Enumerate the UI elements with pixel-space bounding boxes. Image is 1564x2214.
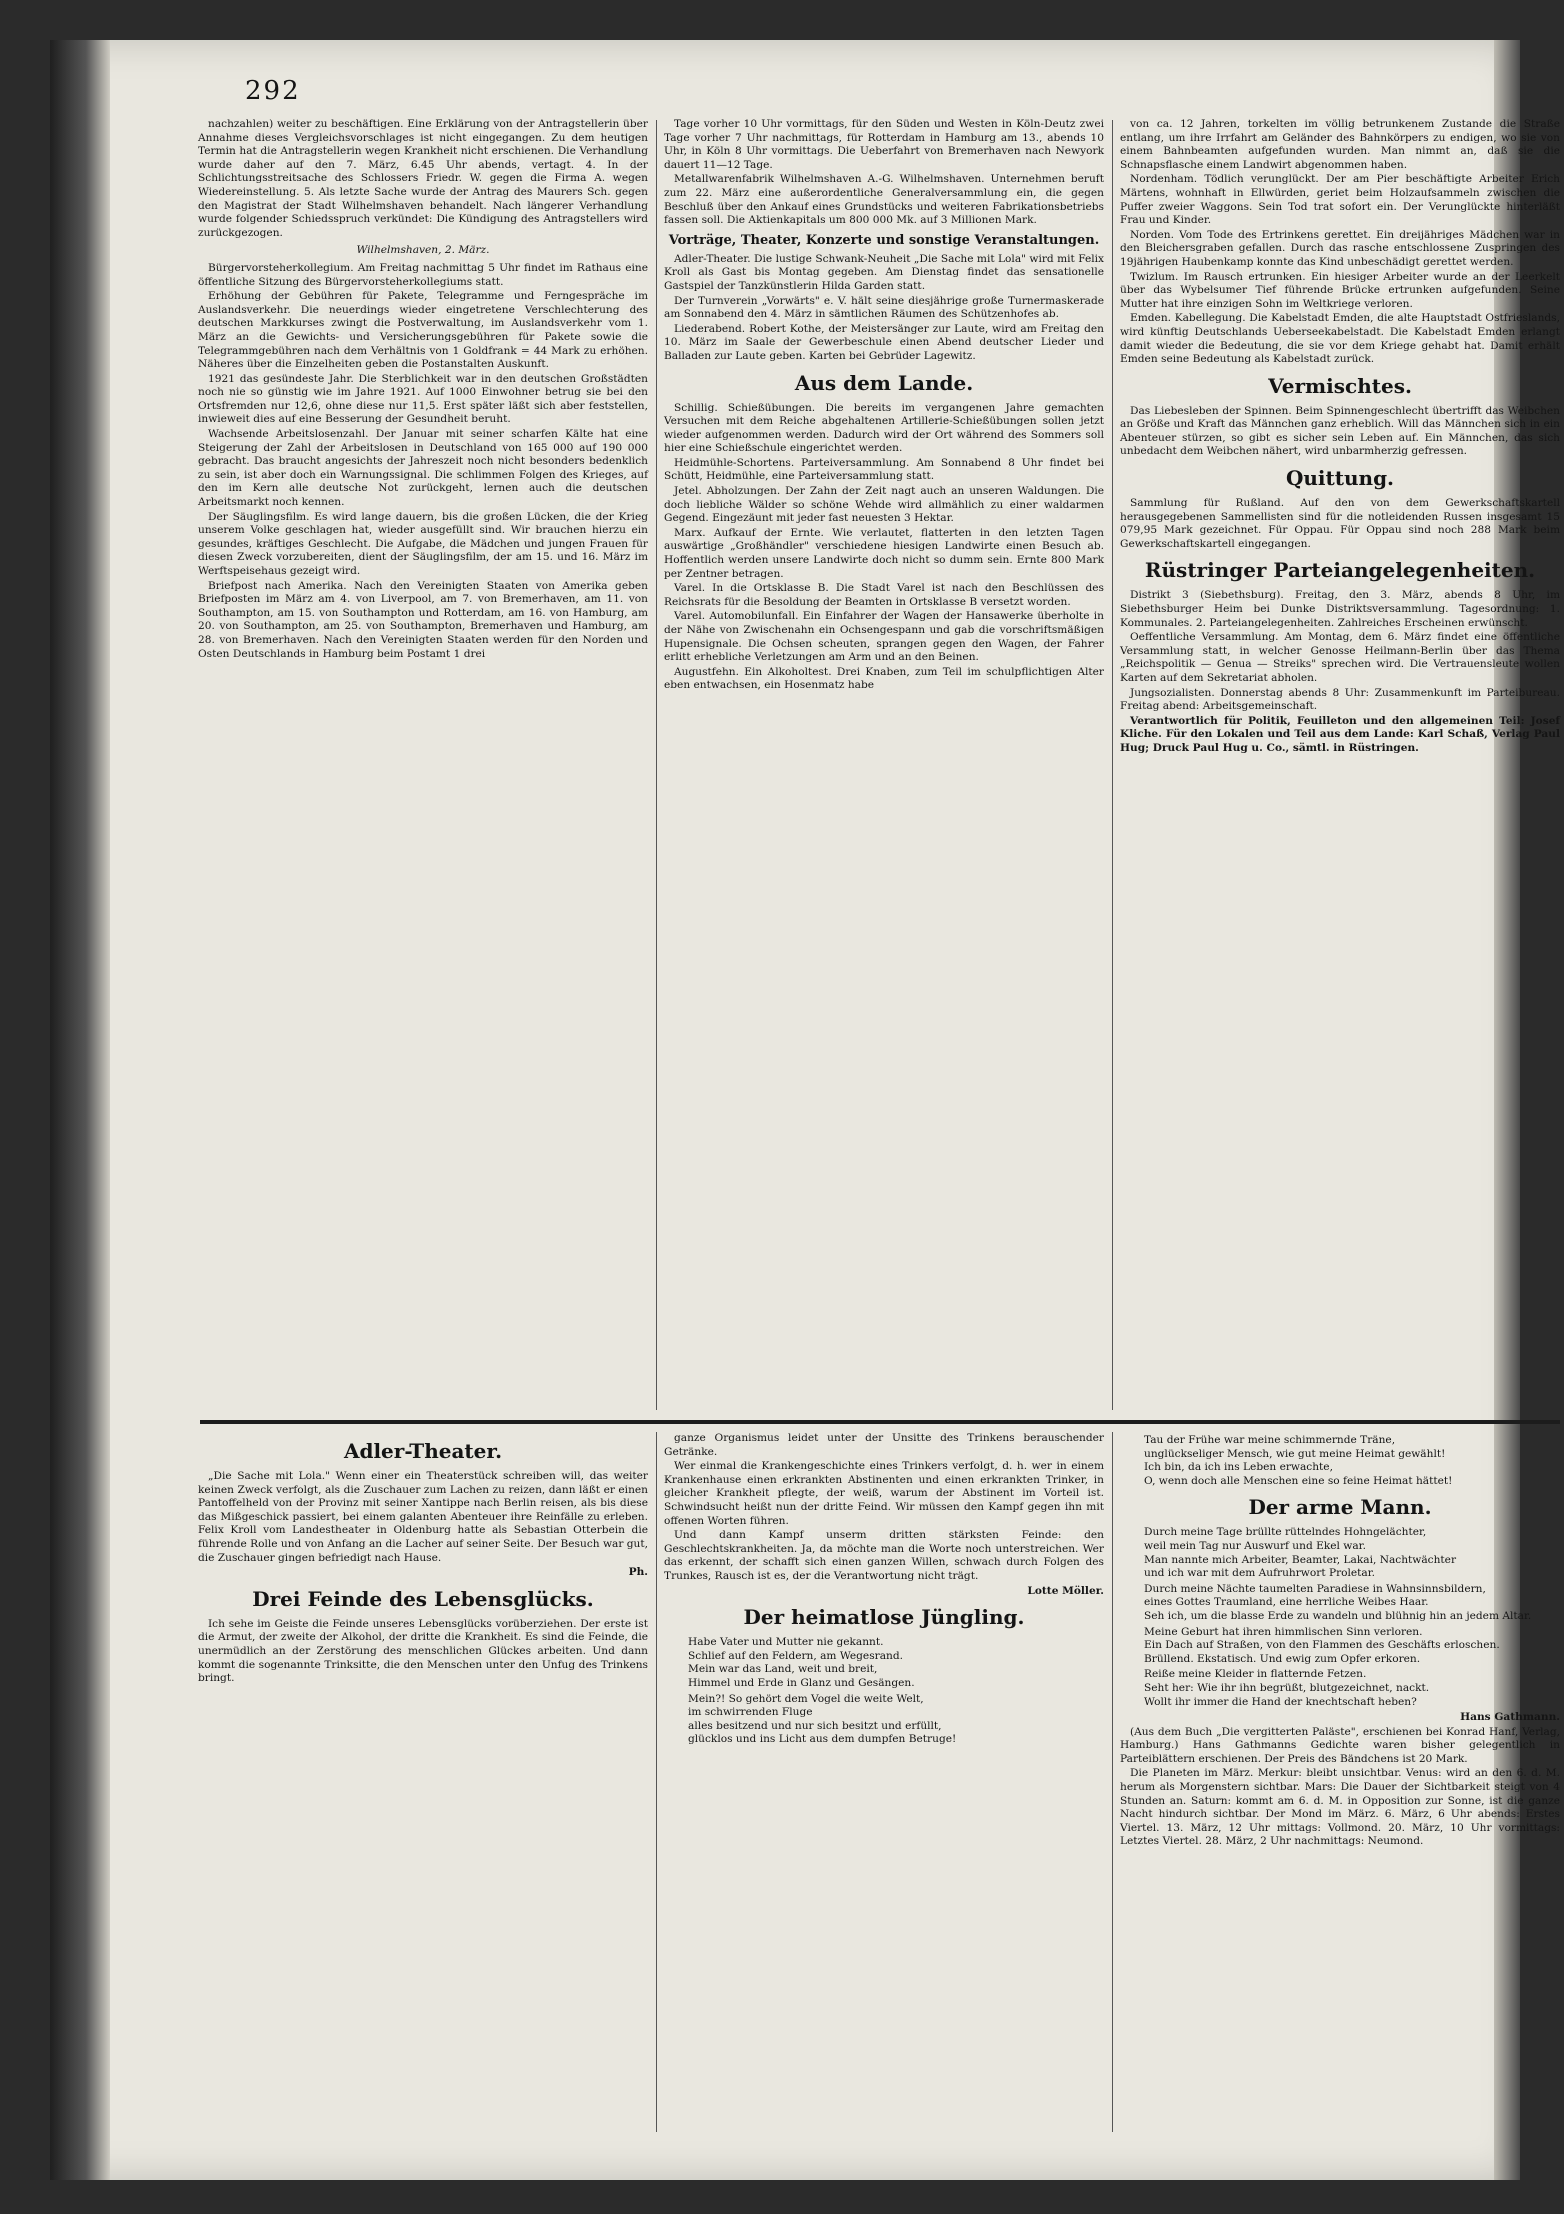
- article-text: Bürgervorsteherkollegium. Am Freitag nachmittag 5 Uhr findet im Rathaus eine öffentliche Sitzung des Bürgervorsteherkollegiums statt.: [198, 261, 648, 288]
- article-text: von ca. 12 Jahren, torkelten im völlig betrunkenem Zustande die Straße entlang, um ihre Irrfahrt am Geländer des Bahnkörpers zu endigen, wo sie von einem Bahnbeamten aufgefunden wurden. Man nimmt an, daß sie die Schnapsflasche einem Landwirt abgenommen haben.: [1120, 118, 1560, 171]
- poem-stanza: Durch meine Tage brüllte rüttelndes Hohngelächter, weil mein Tag nur Auswurf und Ekel war. Man nannte mich Arbeiter, Beamter, Lakai, Nachtwächter und ich war mit dem Aufruhrwort Proletar.: [1144, 1526, 1457, 1580]
- article-text: Wer einmal die Krankengeschichte eines Trinkers verfolgt, d. h. wer in einem Krankenhause einen erkrankten Abstinenten und einen erkrankten Trinker, in gleicher Krankheit pflegte, der weiß, warum der Abstinent im Vorteil ist. Schwindsucht heißt nun der dritte Feind. Wir müssen den Kampf gegen ihn mit offenen Worten führen.: [664, 1460, 1104, 1527]
- article-text: nachzahlen) weiter zu beschäftigen. Eine Erklärung von der Antragstellerin über Annahme dieses Vergleichsvorschlages ist nicht eingegangen. Zu dem heutigen Termin hat die Antragstellerin wegen Krankheit nicht erschienen. Die Verhandlung wurde daher auf den 7. März, 6.45 Uhr abends, vertagt. 4. In der Schlichtungsstreitsache des Schlossers Friedr. W. gegen die Firma A. wegen Wiedereinstellung. 5. Als letzte Sache wurde der Antrag des Maurers Sch. gegen den Magistrat der Stadt Wilhelmshaven behandelt. Nach längerer Verhandlung wurde folgender Schiedsspruch verkündet: Die Kündigung des Antragstellers wird zurückgezogen.: [198, 118, 648, 239]
- article-text: Marx. Aufkauf der Ernte. Wie verlautet, flatterten in den letzten Tagen auswärtige „Großhändler" verschiedene hiesigen Landwirte einen Besuch ab. Hoffentlich werden unsere Landwirte doch nicht so dumm sein. Ernte 800 Mark per Zentner betragen.: [664, 526, 1104, 580]
- article-text: Jetel. Abholzungen. Der Zahn der Zeit nagt auch an unseren Waldungen. Die doch liebliche Wälder so schöne Wehde wird allmählich zu einer waldarmen Gegend. Eingezäunt mit jeder fast neuesten 3 Hektar.: [664, 485, 1104, 525]
- article-text: Varel. In die Ortsklasse B. Die Stadt Varel ist nach den Beschlüssen des Reichsrats für die Besoldung der Beamten in Ortsklasse B versetzt worden.: [664, 582, 1104, 608]
- dateline: Wilhelmshaven, 2. März.: [356, 244, 490, 257]
- section-heading: Vorträge, Theater, Konzerte und sonstige Veranstaltungen.: [668, 232, 1100, 248]
- poem-stanza: Habe Vater und Mutter nie gekannt. Schlief auf den Feldern, am Wegesrand. Mein war das Land, weit und breit, Himmel und Erde in Glanz und Gesängen.: [688, 1636, 915, 1689]
- article-text: Augustfehn. Ein Alkoholtest. Drei Knaben, zum Teil im schulpflichtigen Alter eben entwachsen, ein Hosenmatz habe: [664, 665, 1104, 692]
- page-number: 292: [245, 76, 301, 106]
- section-heading: Adler-Theater.: [343, 1439, 503, 1463]
- article-text: Die Planeten im März. Merkur: bleibt unsichtbar. Venus: wird an den 6. d. M. herum als Morgenstern sichtbar. Mars: Die Dauer der Sichtbarkeit steigt von 4 Stunden an. Saturn: kommt am 6. d. M. in Opposition zur Sonne, ist die ganze Nacht hindurch sichtbar. Der Mond im März. 6. März, 6 Uhr abends: Erstes Viertel. 13. März, 12 Uhr mittags: Vollmond. 20. März, 10 Uhr vormittags: Letztes Viertel. 28. März, 2 Uhr nachmittags: Neumond.: [1120, 1767, 1560, 1848]
- poem-stanza: Tau der Frühe war meine schimmernde Träne, unglückseliger Mensch, wie gut meine Heimat gewählt! Ich bin, da ich ins Leben erwachte, O, wenn doch alle Menschen eine so feine Heimat hättet!: [1144, 1434, 1453, 1487]
- article-text: Erhöhung der Gebühren für Pakete, Telegramme und Ferngespräche im Auslandsverkehr. Die neuerdings wieder eingetretene Verschlechterung des deutschen Markkurses zwingt die Postverwaltung, im Auslandsverkehr vom 1. März an die Gewichts- und Versicherungsgebühren für Pakete sowie die Telegrammgebühren nach dem Verhältnis von 1 Goldfrank = 44 Mark zu erhöhen. Näheres über die Einzelheiten geben die Postanstalten Auskunft.: [198, 290, 648, 371]
- article-text: Der Säuglingsfilm. Es wird lange dauern, bis die großen Lücken, die der Krieg unserem Volke geschlagen hat, wieder ausgefüllt sind. Wir brauchen hierzu ein gesundes, kräftiges Geschlecht. Die Aufgabe, die Mädchen und jungen Frauen für diesen Zweck vorzubereiten, dient der Säuglingsfilm, der am 15. und 16. März im Werftspeisehaus gezeigt wird.: [198, 510, 648, 577]
- article-text: Adler-Theater. Die lustige Schwank-Neuheit „Die Sache mit Lola" wird mit Felix Kroll als Gast bis Montag gegeben. Am Dienstag findet das sensationelle Gastspiel der Tanzkünstlerin Hilda Garden statt.: [664, 252, 1104, 292]
- section-heading: Vermischtes.: [1268, 373, 1412, 398]
- column-divider: [1112, 1432, 1113, 2132]
- imprint: Verantwortlich für Politik, Feuilleton und den allgemeinen Teil: Josef Kliche. Für den Lokalen und Teil aus dem Lande: Karl Schaß, Verlag Paul Hug; Druck Paul Hug u. Co., sämtl. in Rüstringen.: [1120, 714, 1560, 754]
- section-heading: Quittung.: [1285, 466, 1395, 491]
- article-text: Heidmühle-Schortens. Parteiversammlung. Am Sonnabend 8 Uhr findet bei Schütt, Heidmühle, eine Parteiversammlung statt.: [664, 456, 1104, 483]
- column-divider: [656, 1432, 657, 2132]
- column-divider: [1112, 120, 1113, 1410]
- column-1: [198, 118, 648, 1408]
- article-text: Norden. Vom Tode des Ertrinkens gerettet. Ein dreijähriges Mädchen war in den Bleichersgraben gefallen. Durch das rasche entschlossene Zuspringen des 19jährigen Haubenkamp konnte das Kind unbeschädigt gerettet werden.: [1120, 228, 1560, 268]
- article-text: (Aus dem Buch „Die vergitterten Paläste", erschienen bei Konrad Hanf, Verlag, Hamburg.) Hans Gathmanns Gedichte waren bisher gelegentlich in Parteiblättern erschienen. Der Preis des Bändchens ist 20 Mark.: [1120, 1725, 1560, 1765]
- author-signature: Ph.: [628, 1566, 648, 1579]
- article-text: Sammlung für Rußland. Auf den von dem Gewerkschaftskartell herausgegebenen Sammellisten sind für die notleidenden Russen insgesamt 15 079,95 Mark gezeichnet. Für Oppau. Für Oppau sind noch 288 Mark beim Gewerkschaftskartell eingegangen.: [1120, 497, 1560, 550]
- book-spine: [50, 40, 110, 2180]
- feuilleton-column-2: [664, 1432, 1104, 2132]
- author-signature: Lotte Möller.: [1027, 1584, 1104, 1597]
- article-text: Liederabend. Robert Kothe, der Meistersänger zur Laute, wird am Freitag den 10. März im Saale der Gewerbeschule einen Abend deutscher Lieder und Balladen zur Laute geben. Karten bei Gebrüder Lagewitz.: [664, 322, 1104, 362]
- column-3: [1120, 118, 1560, 1408]
- article-text: ganze Organismus leidet unter der Unsitte des Trinkens berauschender Getränke.: [664, 1432, 1104, 1458]
- section-heading: Drei Feinde des Lebensglücks.: [252, 1586, 594, 1611]
- article-text: Varel. Automobilunfall. Ein Einfahrer der Wagen der Hansawerke überholte in der Nähe von Zwischenahn ein Ochsengespann und gab die vorschriftsmäßigen Hupensignale. Die Ochsen scheuten, sprangen gegen den Wagen, der Fahrer erlitt erhebliche Verletzungen am Arm und an den Beinen.: [664, 610, 1104, 664]
- article-text: Distrikt 3 (Siebethsburg). Freitag, den 3. März, abends 8 Uhr, im Siebethsburger Heim bei Dunke Distriktsversammlung. Tagesordnung: 1. Kommunales. 2. Parteiangelegenheiten. Zahlreiches Erscheinen erwünscht.: [1120, 589, 1560, 629]
- section-heading: Rüstringer Parteiangelegenheiten.: [1144, 558, 1536, 583]
- article-text: Der Turnverein „Vorwärts" e. V. hält seine diesjährige große Turnermaskerade am Sonnabend den 4. März in sämtlichen Räumen des Schützenhofes ab.: [664, 294, 1104, 321]
- section-heading: Der heimatlose Jüngling.: [743, 1605, 1025, 1630]
- author-signature: Hans Gathmann.: [1460, 1711, 1560, 1724]
- article-text: Emden. Kabellegung. Die Kabelstadt Emden, die alte Hauptstadt Ostfrieslands, wird künftig Deutschlands Ueberseekabelstadt. Die Kabelstadt Emden erlangt damit wieder die Bedeutung, die sie vor dem Kriege gehabt hat. Damit erhält Emden seine Bedeutung als Kabelstadt zurück.: [1120, 312, 1560, 366]
- article-text: Twizlum. Im Rausch ertrunken. Ein hiesiger Arbeiter wurde an der Leerkelt über das Wybelsumer Tief führende Brücke ertrunken aufgefunden. Seine Mutter hat ihre einzigen Sohn im Weltkriege verloren.: [1120, 270, 1560, 310]
- newspaper-page: [50, 40, 1560, 2180]
- article-text: Ich sehe im Geiste die Feinde unseres Lebensglücks vorüberziehen. Der erste ist die Armut, der zweite der Alkohol, der dritte die Krankheit. Es sind die Feinde, die unermüdlich an der Zerstörung des menschlichen Glückes arbeiten. Und dann kommt die sogenannte Trinksitte, die den Menschen unter den Unfug des Trinkens bringt.: [198, 1617, 648, 1685]
- article-text: Jungsozialisten. Donnerstag abends 8 Uhr: Zusammenkunft im Parteibureau. Freitag abend: Arbeitsgemeinschaft.: [1120, 686, 1560, 713]
- article-text: Metallwarenfabrik Wilhelmshaven A.-G. Wilhelmshaven. Unternehmen beruft zum 22. März eine außerordentliche Generalversammlung ein, die gegen Beschluß über den Ankauf eines Grundstücks und weiteren Fabrikationsbetriebs fassen soll. Die Aktienkapitals um 800 000 Mk. auf 3 Millionen Mark.: [664, 173, 1104, 227]
- article-text: Und dann Kampf unserm dritten stärksten Feinde: den Geschlechtskrankheiten. Ja, da möchte man die Worte noch unterstreichen. Wer das erkennt, der schafft sich einen ganzen Willen, schwach durch Folgen des Trunkes, Rausch ist es, der die Verantwortung nicht trägt.: [664, 1529, 1104, 1582]
- poem-stanza: Mein?! So gehört dem Vogel die weite Welt, im schwirrenden Fluge alles besitzend und nur sich besitzt und erfüllt, glücklos und ins Licht aus dem dumpfen Betruge!: [688, 1692, 957, 1746]
- section-heading: Aus dem Lande.: [794, 370, 974, 395]
- feuilleton-column-3: [1120, 1432, 1560, 2132]
- article-text: Nordenham. Tödlich verunglückt. Der am Pier beschäftigte Arbeiter Erich Märtens, wohnhaft in Ellwürden, geriet beim Holzaufsammeln zwischen die Puffer zweier Waggons. Sein Tod trat sofort ein. Der Verunglückte hinterläßt Frau und Kinder.: [1120, 173, 1560, 227]
- column-divider: [656, 120, 657, 1410]
- poem-stanza: Reiße meine Kleider in flatternde Fetzen. Seht her: Wie ihr ihn begrüßt, blutgezeichnet, nackt. Wollt ihr immer die Hand der knechtschaft heben?: [1144, 1668, 1430, 1708]
- poem-stanza: Meine Geburt hat ihren himmlischen Sinn verloren. Ein Dach auf Straßen, von den Flammen des Geschäfts erloschen. Brüllend. Ekstatisch. Und ewig zum Opfer erkoren.: [1144, 1625, 1500, 1665]
- article-text: Schillig. Schießübungen. Die bereits im vergangenen Jahre gemachten Versuchen mit dem Reiche abgehaltenen Artillerie-Schießübungen sollen jetzt wieder aufgenommen werden. Dadurch wird der Ort während des Sommers soll hier eine Schießschule eingerichtet werden.: [664, 401, 1104, 455]
- article-text: Das Liebesleben der Spinnen. Beim Spinnengeschlecht übertrifft das Weibchen an Größe und Kraft das Männchen ganz erheblich. Will das Männchen sich in ein Abenteuer stürzen, so gibt es sicher sein Leben auf. Ein Männchen, das sich unbedacht dem Weibchen nähert, wird unbarmherzig gefressen.: [1120, 404, 1560, 458]
- article-text: Briefpost nach Amerika. Nach den Vereinigten Staaten von Amerika geben Briefposten im März am 4. von Liverpool, am 7. von Bremerhaven, am 11. von Southampton, am 15. von Southampton und Rotterdam, am 16. von Hamburg, am 20. von Southampton, am 25. von Southampton, Bremerhaven und Hamburg, am 28. von Bremerhaven. Nach den Vereinigten Staaten werden für den Norden und Osten Deutschlands in Hamburg beim Postamt 1 drei: [198, 579, 648, 660]
- article-text: 1921 das gesündeste Jahr. Die Sterblichkeit war in den deutschen Großstädten noch nie so günstig wie im Jahre 1921. Auf 1000 Einwohner betrug sie bei den Ortsfremden nur 12,6, ohne diese nur 11,5. Erst später läßt sich aber feststellen, inwieweit dies auf eine Besserung der Gesundheit beruht.: [198, 372, 648, 426]
- article-text: Wachsende Arbeitslosenzahl. Der Januar mit seiner scharfen Kälte hat eine Steigerung der Zahl der Arbeitslosen in Deutschland von 165 000 auf 190 000 gebracht. Das braucht angesichts der Jahreszeit noch nicht besonders bedenklich zu sein, ist aber doch ein Warnungssignal. Die schlimmen Folgen des Krieges, auf den im Kern alle deutsche Not zurückgeht, lernen auch die deutschen Arbeitsmarkt noch kennen.: [198, 428, 648, 509]
- feuilleton-column-1: [198, 1432, 648, 2132]
- column-2: [664, 118, 1104, 1408]
- article-text: Tage vorher 10 Uhr vormittags, für den Süden und Westen in Köln-Deutz zwei Tage vorher 7 Uhr nachmittags, für Rotterdam in Hamburg am 13., abends 10 Uhr, in Köln 8 Uhr vormittags. Die Ueberfahrt von Bremerhaven nach Newyork dauert 11—12 Tage.: [664, 118, 1104, 171]
- article-text: Oeffentliche Versammlung. Am Montag, dem 6. März findet eine öffentliche Versammlung statt, in welcher Genosse Heilmann-Berlin über das Thema „Reichspolitik — Genua — Streiks" sprechen wird. Die Vertrauensleute wollen Karten auf dem Sekretariat abholen.: [1120, 631, 1560, 684]
- article-text: „Die Sache mit Lola." Wenn einer ein Theaterstück schreiben will, das weiter keinen Zweck verfolgt, als die Zuschauer zum Lachen zu reizen, dann läßt er einen Pantoffelheld von der Provinz mit seiner Xantippe nach Berlin reisen, als bis diese das Mißgeschick passiert, bei einem galanten Abenteuer ihre Reinfälle zu erleben. Felix Kroll vom Landestheater in Oldenburg hatte als Sebastian Otterbein die führende Rolle und von Anfang an die Lacher auf seiner Seite. Der Besuch war gut, die Zuschauer gingen befriedigt nach Hause.: [198, 1470, 648, 1564]
- feuilleton-rule: [200, 1420, 1560, 1424]
- poem-stanza: Durch meine Nächte taumelten Paradiese in Wahnsinnsbildern, eines Gottes Traumland, eine herrliche Weibes Haar. Seh ich, um die blasse Erde zu wandeln und blühnig hin an jedem Altar.: [1144, 1582, 1532, 1622]
- section-heading: Der arme Mann.: [1248, 1495, 1432, 1520]
